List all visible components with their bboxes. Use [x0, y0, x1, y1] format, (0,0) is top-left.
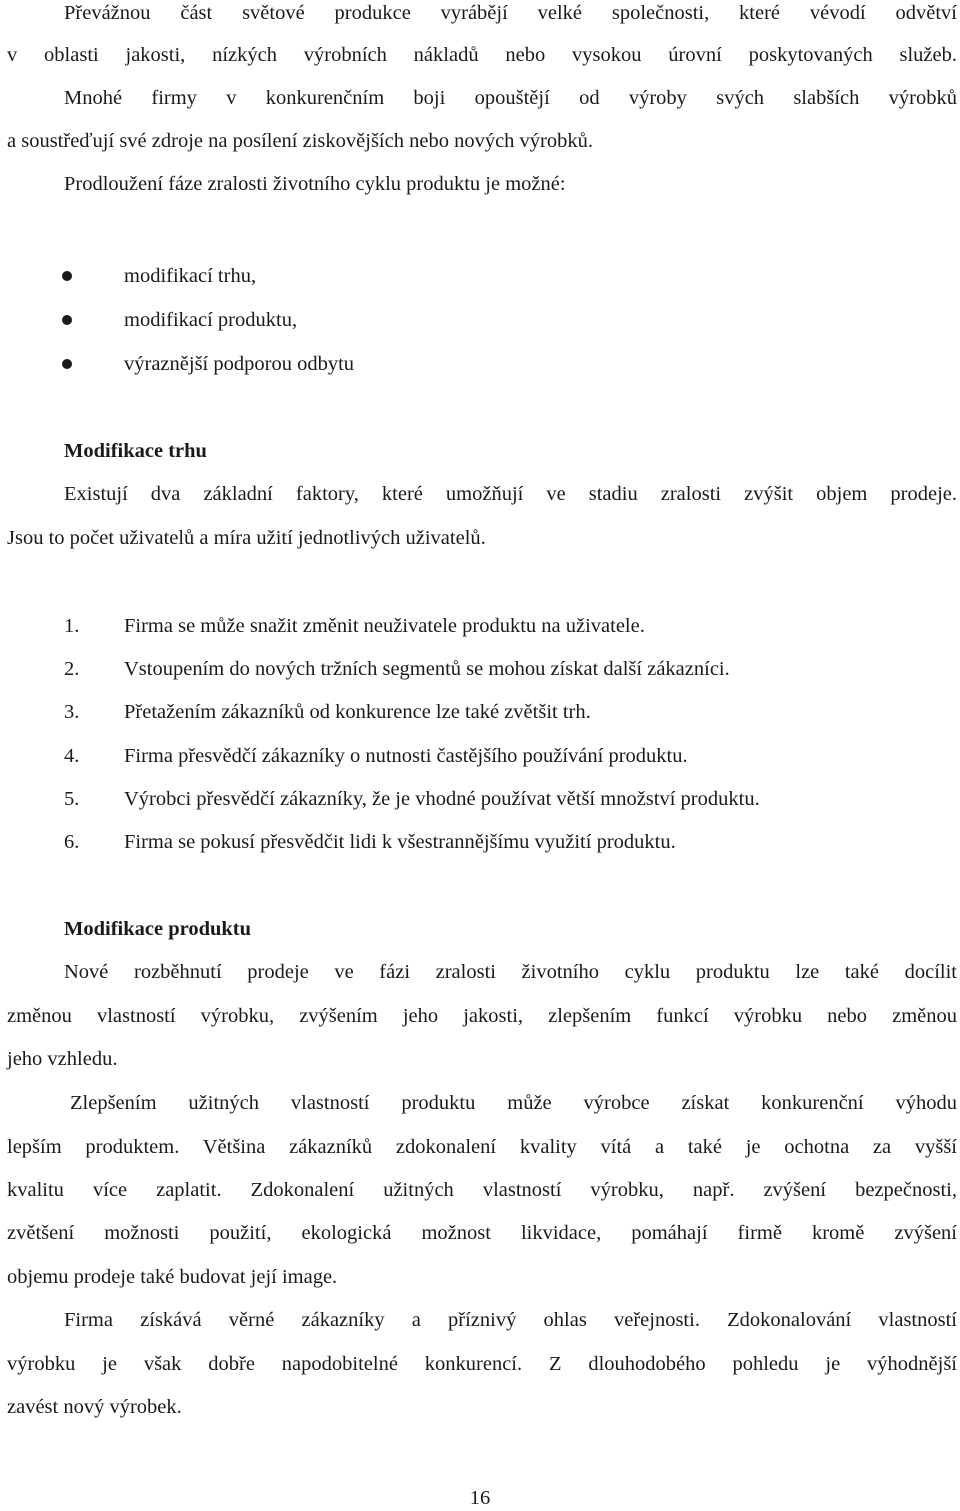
- product-p1-line-1: Nové rozběhnutí prodeje ve fázi zralosti životního cyklu produktu lze také docílit: [64, 961, 957, 983]
- page-number: 16: [469, 1487, 491, 1509]
- bullet-dot-icon: [62, 315, 72, 325]
- section-heading-market: Modifikace trhu: [64, 440, 207, 462]
- market-line-2: Jsou to počet uživatelů a míra užití jednotlivých uživatelů.: [7, 527, 486, 549]
- list-item: Firma se pokusí přesvědčit lidi k všestrannějšímu využití produktu.: [124, 831, 676, 853]
- bullet-item: modifikací produktu,: [124, 309, 298, 331]
- list-item: Firma se může snažit změnit neuživatele produktu na uživatele.: [124, 615, 645, 637]
- product-p3-line-3: zavést nový výrobek.: [7, 1396, 182, 1418]
- intro-line-2: v oblasti jakosti, nízkých výrobních nákladů nebo vysokou úrovní poskytovaných služeb.: [7, 44, 957, 66]
- bullet-item: modifikací trhu,: [124, 265, 257, 287]
- bullet-item: výraznější podporou odbytu: [124, 353, 355, 375]
- product-p2-line-1: Zlepšením užitných vlastností produktu může výrobce získat konkurenční výhodu: [70, 1092, 957, 1114]
- list-number: 5.: [64, 788, 80, 810]
- list-number: 4.: [64, 745, 80, 767]
- product-p2-line-5: objemu prodeje také budovat její image.: [7, 1266, 338, 1288]
- product-p3-line-1: Firma získává věrné zákazníky a příznivý ohlas veřejnosti. Zdokonalování vlastností: [64, 1309, 957, 1331]
- intro-line-1: Převážnou část světové produkce vyrábějí velké společnosti, které vévodí odvětví: [64, 2, 957, 24]
- product-p3-line-2: výrobku je však dobře napodobitelné konkurencí. Z dlouhodobého pohledu je výhodnější: [7, 1353, 957, 1375]
- list-number: 2.: [64, 658, 80, 680]
- product-p2-line-4: zvětšení možnosti použití, ekologická možnost likvidace, pomáhají firmě kromě zvýšení: [7, 1222, 957, 1244]
- list-item: Firma přesvědčí zákazníky o nutnosti častějšího používání produktu.: [124, 745, 688, 767]
- product-p1-line-3: jeho vzhledu.: [7, 1048, 118, 1070]
- intro-line-3: Mnohé firmy v konkurenčním boji opouštějí od výroby svých slabších výrobků: [64, 87, 957, 109]
- intro-line-4: a soustřeďují své zdroje na posílení ziskovějších nebo nových výrobků.: [7, 130, 593, 152]
- section-heading-product: Modifikace produktu: [64, 918, 252, 940]
- product-p2-line-2: lepším produktem. Většina zákazníků zdokonalení kvality vítá a také je ochotna za vyšší: [7, 1136, 957, 1158]
- list-item: Vstoupením do nových tržních segmentů se mohou získat další zákazníci.: [124, 658, 730, 680]
- list-number: 1.: [64, 615, 80, 637]
- list-item: Přetažením zákazníků od konkurence lze také zvětšit trh.: [124, 701, 591, 723]
- list-item: Výrobci přesvědčí zákazníky, že je vhodné používat větší množství produktu.: [124, 788, 760, 810]
- market-line-1: Existují dva základní faktory, které umožňují ve stadiu zralosti zvýšit objem prodeje.: [64, 483, 957, 505]
- intro-line-5: Prodloužení fáze zralosti životního cyklu produktu je možné:: [64, 173, 566, 195]
- bullet-dot-icon: [62, 359, 72, 369]
- list-number: 6.: [64, 831, 80, 853]
- bullet-dot-icon: [62, 271, 72, 281]
- product-p2-line-3: kvalitu více zaplatit. Zdokonalení užitných vlastností výrobku, např. zvýšení bezpečnosti,: [7, 1179, 957, 1201]
- product-p1-line-2: změnou vlastností výrobku, zvýšením jeho jakosti, zlepšením funkcí výrobku nebo změnou: [7, 1005, 957, 1027]
- list-number: 3.: [64, 701, 80, 723]
